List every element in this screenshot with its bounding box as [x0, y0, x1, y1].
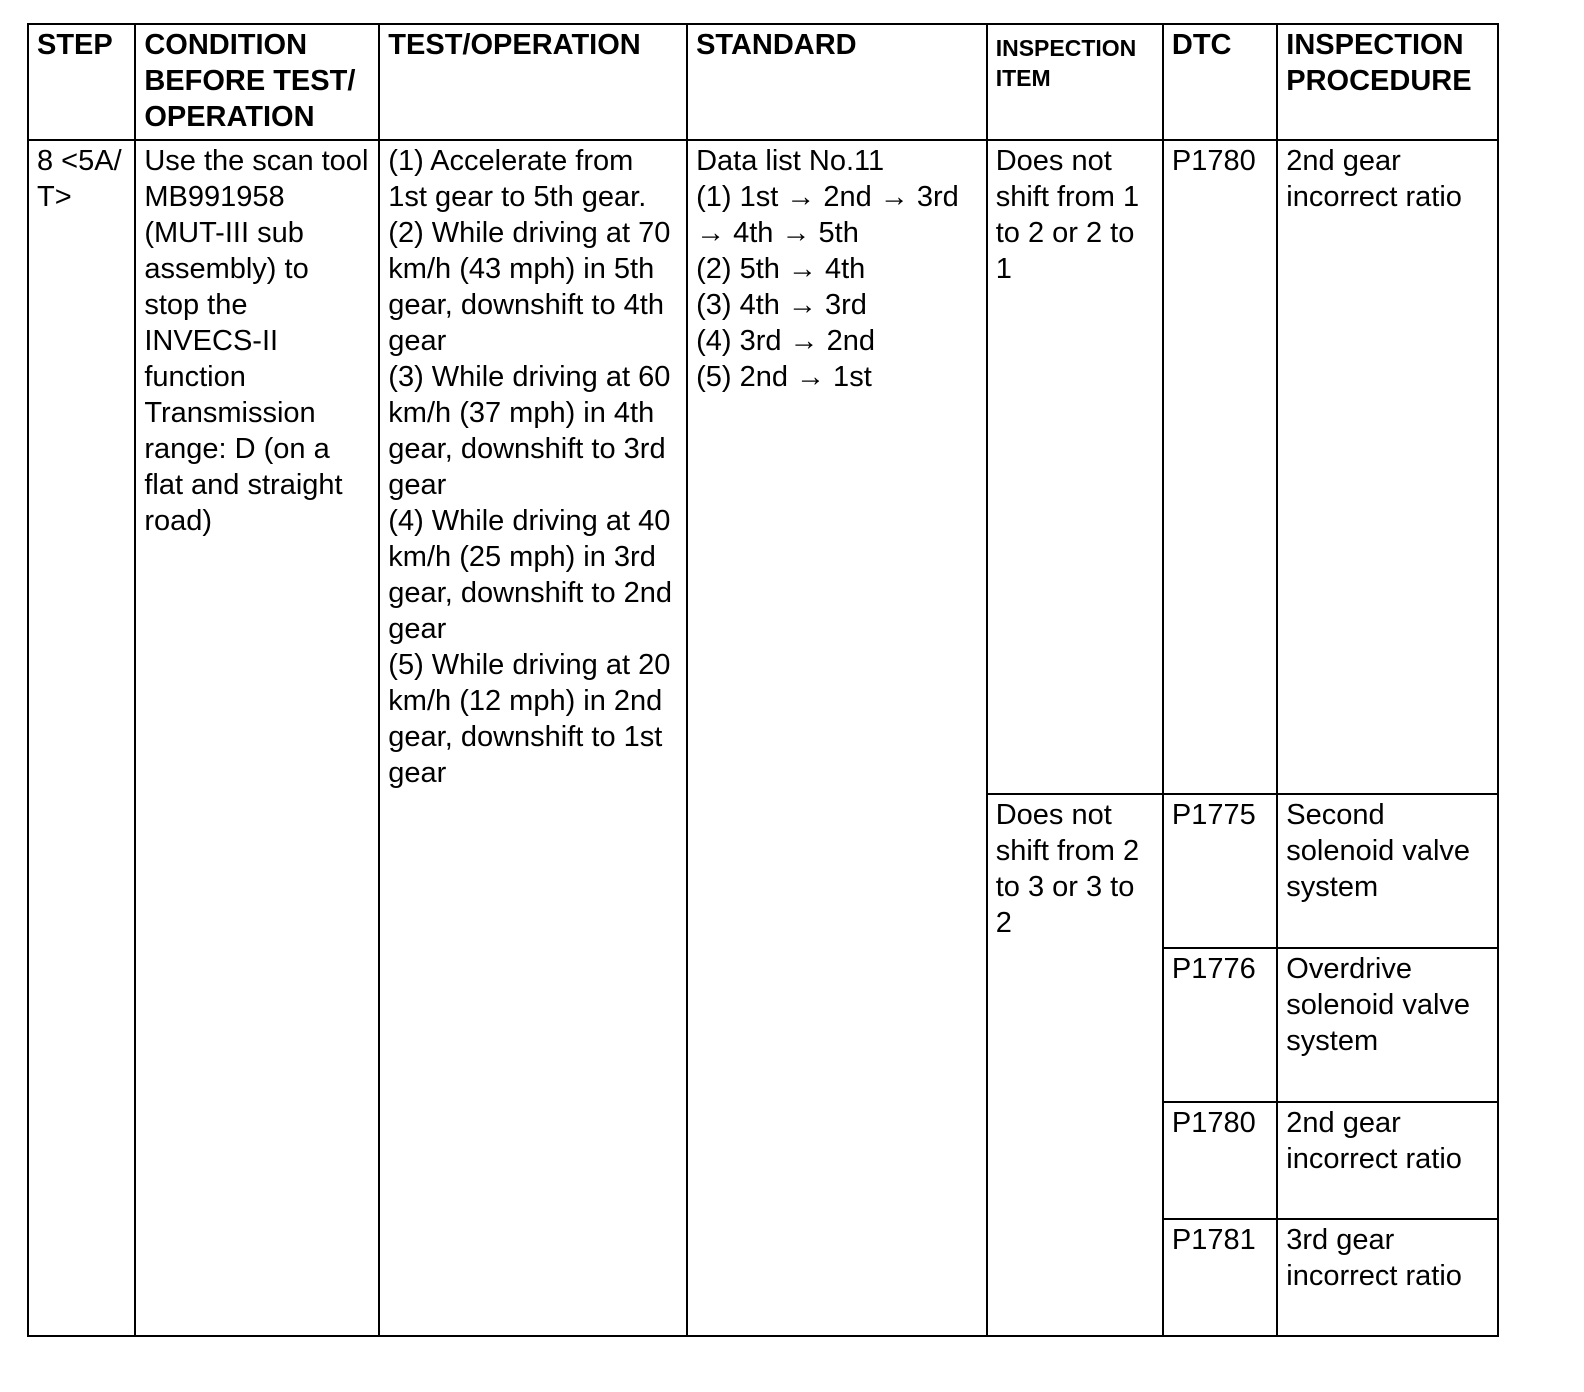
step-cell: 8 <5A/ T> [28, 140, 135, 1336]
header-inspection-item: INSPECTION ITEM [987, 24, 1163, 140]
test-step: (4) While driving at 40 km/h (25 mph) in 3rd gear, downshift to 2nd gear [388, 505, 673, 645]
procedure-cell: Overdrive solenoid valve system [1277, 948, 1498, 1102]
test-step: (1) Accelerate from 1st gear to 5th gear. [388, 145, 647, 213]
header-condition: CONDITION BEFORE TEST/ OPERATION [135, 24, 379, 140]
dtc-cell: P1776 [1163, 948, 1277, 1102]
procedure-cell: 2nd gear incorrect ratio [1277, 140, 1498, 794]
dtc-cell: P1775 [1163, 794, 1277, 948]
standard-item: (4) 3rd → 2nd [696, 325, 875, 357]
header-row [28, 24, 1498, 140]
header-inspection-procedure: INSPECTION PROCEDURE [1277, 24, 1498, 140]
procedure-cell: Second solenoid valve system [1277, 794, 1498, 948]
standard-cell [687, 140, 987, 1336]
table-row [28, 140, 1498, 794]
inspection-table [27, 23, 1499, 1337]
test-step: (3) While driving at 60 km/h (37 mph) in 4th gear, downshift to 3rd gear [388, 361, 671, 501]
condition-cell: Use the scan tool MB991958 (MUT-III sub assembly) to stop the INVECS-II function Transmission range: D (on a flat and straight road) [135, 140, 379, 1336]
standard-item: (2) 5th → 4th [696, 253, 866, 285]
header-test-operation: TEST/OPERATION [379, 24, 687, 140]
procedure-cell: 3rd gear incorrect ratio [1277, 1219, 1498, 1336]
test-step: (2) While driving at 70 km/h (43 mph) in 5th gear, downshift to 4th gear [388, 217, 671, 357]
standard-item: (3) 4th → 3rd [696, 289, 867, 321]
header-standard: STANDARD [687, 24, 987, 140]
test-step: (5) While driving at 20 km/h (12 mph) in 2nd gear, downshift to 1st gear [388, 649, 671, 789]
procedure-cell: 2nd gear incorrect ratio [1277, 1102, 1498, 1219]
dtc-cell: P1781 [1163, 1219, 1277, 1336]
inspection-item-cell: Does not shift from 2 to 3 or 3 to 2 [987, 794, 1163, 1336]
dtc-cell: P1780 [1163, 1102, 1277, 1219]
header-dtc: DTC [1163, 24, 1277, 140]
test-operation-cell [379, 140, 687, 1336]
inspection-item-cell: Does not shift from 1 to 2 or 2 to 1 [987, 140, 1163, 794]
standard-title: Data list No.11 [696, 145, 885, 177]
dtc-cell: P1780 [1163, 140, 1277, 794]
header-step: STEP [28, 24, 135, 140]
standard-item: (1) 1st → 2nd → 3rd → 4th → 5th [696, 181, 959, 249]
standard-item: (5) 2nd → 1st [696, 361, 872, 393]
